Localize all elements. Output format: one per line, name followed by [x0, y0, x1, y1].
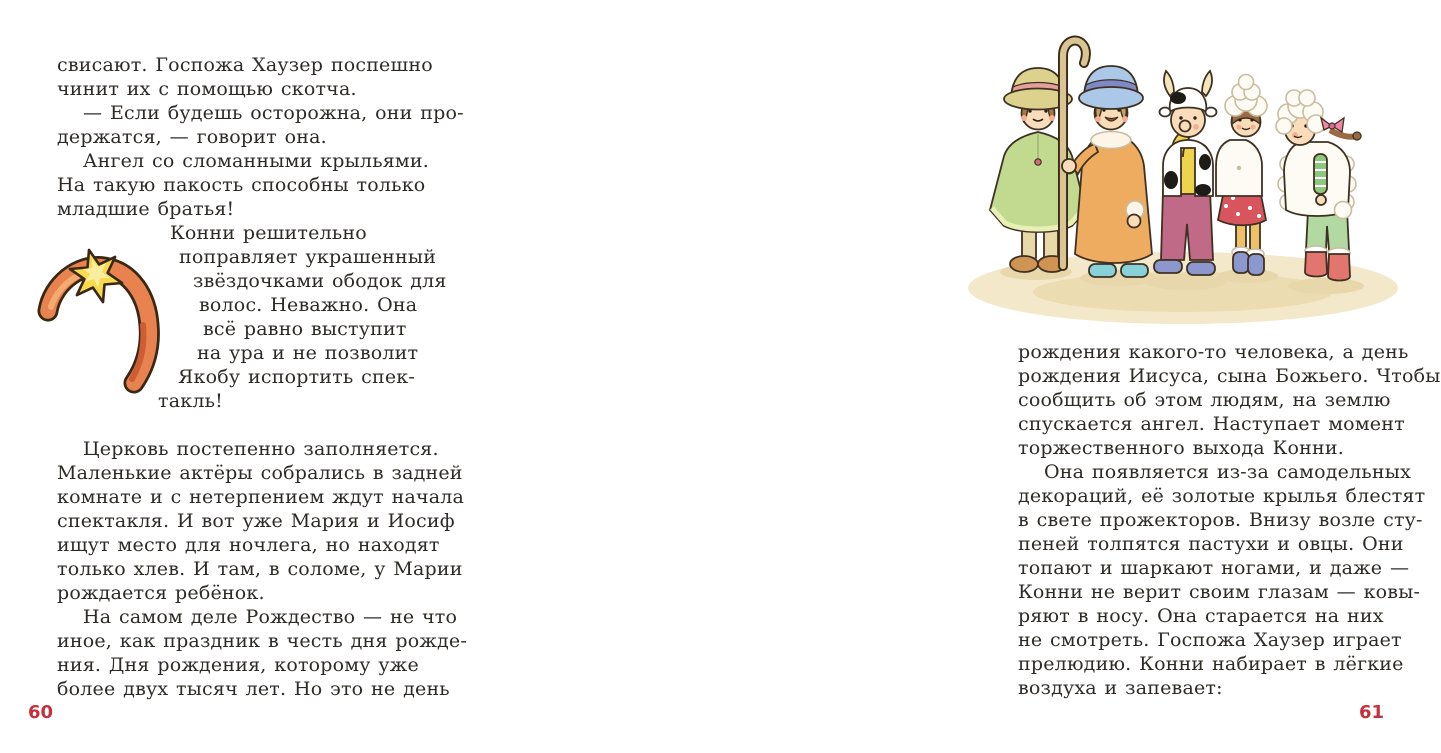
- children-group: [968, 41, 1398, 324]
- text-line: Церковь постепенно заполняется.: [83, 438, 439, 460]
- text-line: Конни решительно: [170, 222, 367, 244]
- text-line: иное, как праздник в честь дня рожде-: [57, 630, 467, 652]
- paragraph: [1018, 460, 1426, 700]
- text-line: Она появляется из-за самодельных: [1044, 461, 1411, 483]
- children-costumes-illustration: [958, 14, 1408, 336]
- page-number-left: 60: [28, 702, 54, 723]
- child-cow-costume: [1154, 71, 1217, 275]
- paragraph: [57, 101, 464, 149]
- page-left: [0, 0, 470, 753]
- paragraph: [57, 149, 449, 221]
- text-line: такль!: [158, 390, 223, 412]
- paragraph: [57, 605, 467, 701]
- text-line: Маленькие актёры собрались в задней: [57, 462, 463, 484]
- text-line: Конни не верит своим глазам — ковы-: [1018, 581, 1421, 603]
- sheep-girl-red-skirt: [1216, 75, 1267, 276]
- text-line: — Если будешь осторожна, они про-: [83, 102, 464, 124]
- text-line: волос. Неважно. Она: [199, 294, 418, 316]
- text-line: поправляет украшенный: [179, 246, 437, 268]
- text-line: спектакля. И вот уже Мария и Иосиф: [57, 510, 455, 532]
- page-right: [470, 0, 1441, 753]
- text-line: Ангел со сломанными крыльями.: [83, 150, 430, 172]
- text-line: чинит их с помощью скотча.: [57, 78, 357, 100]
- text-line: прелюдию. Конни набирает в лёгкие: [1018, 653, 1404, 675]
- text-line: на ура и не позволит: [197, 342, 419, 364]
- text-line: свисают. Госпожа Хаузер поспешно: [57, 54, 433, 76]
- text-line: звёздочками ободок для: [193, 270, 447, 292]
- text-line: только хлев. И там, в соломе, у Марии: [57, 558, 463, 580]
- shepherd-orange-robe: [1063, 66, 1153, 277]
- paragraph: [1018, 340, 1441, 460]
- right-page-text: [1018, 340, 1441, 700]
- text-line: декораций, её золотые крылья блестят: [1018, 485, 1426, 507]
- paragraph: [57, 437, 465, 605]
- text-line: топают и шаркают ногами, и даже —: [1018, 557, 1410, 579]
- text-line: ищут место для ночлега, но находят: [57, 534, 440, 556]
- text-line: держатся, — говорит она.: [57, 126, 327, 148]
- text-line: всё равно выступит: [203, 318, 407, 340]
- text-line: рождается ребёнок.: [57, 582, 265, 604]
- text-line: в свете прожекторов. Внизу возле сту-: [1018, 509, 1423, 531]
- text-line: не смотреть. Госпожа Хаузер играет: [1018, 629, 1402, 651]
- text-line: сообщить об этом людям, на землю: [1018, 389, 1391, 411]
- text-line: На самом деле Рождество — не что: [83, 606, 458, 628]
- text-line: комнате и с нетерпением ждут начала: [57, 486, 465, 508]
- page-number-right: 61: [1359, 702, 1385, 723]
- text-line: Якобу испортить спек-: [178, 366, 415, 388]
- foot-shadow: [1288, 278, 1364, 294]
- text-line: На такую пакость способны только: [57, 174, 426, 196]
- text-line: ния. Дня рождения, которому уже: [57, 654, 419, 676]
- text-line: воздуха и запевает:: [1018, 677, 1223, 699]
- left-page-text: [57, 53, 467, 701]
- sheep-girl-braid: [1276, 90, 1361, 281]
- text-line: рождения какого-то человека, а день: [1018, 341, 1409, 363]
- text-line: спускается ангел. Наступает момент: [1018, 413, 1405, 435]
- paragraph: [57, 221, 449, 413]
- text-line: торжественного выхода Конни.: [1018, 437, 1344, 459]
- text-line: рождения Иисуса, сына Божьего. Чтобы: [1018, 365, 1441, 387]
- text-line: ряют в носу. Она старается на них: [1018, 605, 1384, 627]
- text-line: пеней толпятся пастухи и овцы. Они: [1018, 533, 1404, 555]
- foot-shadow: [1146, 274, 1226, 290]
- text-line: младшие братья!: [57, 198, 235, 220]
- text-line: более двух тысяч лет. Но это не день: [57, 678, 450, 700]
- paragraph: [57, 53, 449, 101]
